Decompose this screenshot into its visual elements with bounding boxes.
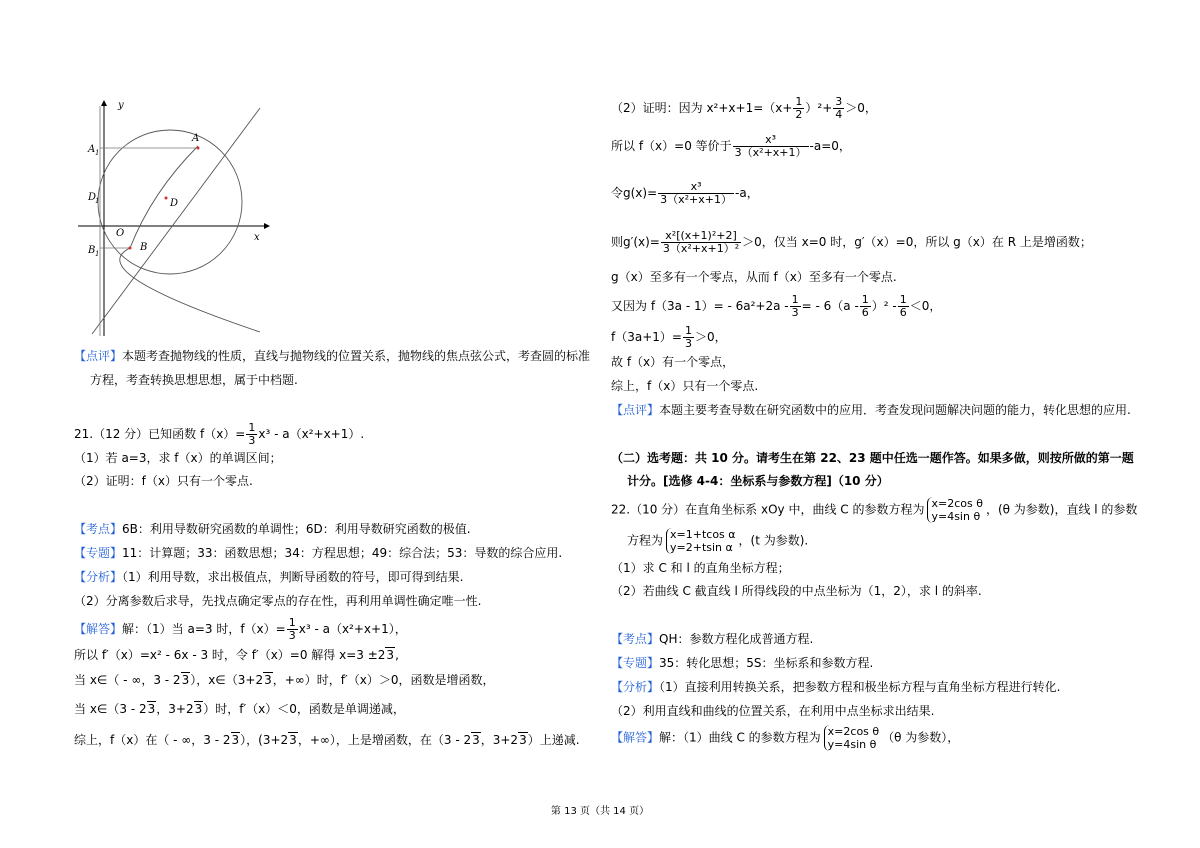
fraction: $\frac{1}{3}$ bbox=[248, 421, 256, 447]
section-heading-2: 计分。[选修 4-4：坐标系与参数方程]（10 分） bbox=[627, 474, 889, 488]
x-axis-label: x bbox=[254, 232, 260, 243]
y-axis-label: y bbox=[118, 100, 124, 111]
zhuanti-line-2: 【专题】35：转化思想；5S：坐标系和参数方程. bbox=[611, 656, 874, 670]
jieda-line: 【解答】解：（1）当 a=3 时，f（x）= $\frac{1}{3}$ x³ - a（x²+x+1）， bbox=[74, 616, 407, 642]
q21-part1: （1）若 a=3，求 f（x）的单调区间； bbox=[74, 451, 282, 465]
point-b-label: B bbox=[140, 242, 148, 253]
comment-line-1: 【点评】本题考查抛物线的性质，直线与抛物线的位置关系，抛物线的焦点弦公式，考查圆的标准 bbox=[74, 349, 591, 363]
q21-part2: （2）证明：f（x）只有一个零点. bbox=[74, 474, 253, 488]
proof-line-6: 又因为 f（3a - 1）= - 6a²+2a - $\frac{1}{3}$ = - 6（a - $\frac{1}{6}$ ）² - $\frac{1}{6}$ ＜0， bbox=[611, 293, 942, 319]
q21-title: 21.（12 分）已知函数 f（x）= $\frac{1}{3}$ x³ - a（x²+x+1）. bbox=[74, 421, 365, 447]
comment-line-2: 方程，考查转换思想思想，属于中档题. bbox=[90, 373, 298, 387]
q22-part2: （2）若曲线 C 截直线 l 所得线段的中点坐标为（1，2），求 l 的斜率. bbox=[611, 584, 982, 598]
point-b1-sub: 1 bbox=[95, 250, 100, 258]
zhuanti-line: 【专题】11：计算题；33：函数思想；34：方程思想；49：综合法；53：导数的综合应用. bbox=[74, 546, 563, 560]
fenxi-line-r: 【分析】（1）直接利用转换关系，把参数方程和极坐标方程与直角坐标方程进行转化. bbox=[611, 680, 1061, 694]
equation-brace: x=2cos θ y=4sin θ bbox=[927, 497, 982, 523]
kaodian-line: 【考点】6B：利用导数研究函数的单调性；6D：利用导数研究函数的极值. bbox=[74, 522, 471, 536]
point-a1-label: A bbox=[88, 144, 96, 155]
proof-line-7: f（3a+1）= $\frac{1}{3}$ ＞0， bbox=[611, 324, 727, 350]
proof-line-8: 故 f（x）有一个零点， bbox=[611, 355, 735, 369]
q22-line-2: 方程为 x=1+tcos α y=2+tsin α ，(t 为参数). bbox=[627, 528, 809, 554]
section-heading-1: （二）选考题：共 10 分。请考生在第 22、23 题中任选一题作答。如果多做，则按所做的第一题 bbox=[611, 451, 1134, 465]
q22-part1: （1）求 C 和 l 的直角坐标方程； bbox=[611, 561, 790, 575]
fraction: $\frac{1}{3}$ bbox=[288, 616, 296, 642]
point-b1-label: B bbox=[88, 245, 96, 256]
proof-line-3: 令g(x)= $\frac{\text{x³}}{\text{3（x²+x+1）}}$ -a， bbox=[611, 180, 759, 206]
fenxi-line-r2: （2）利用直线和曲线的位置关系，在利用中点坐标求出结果. bbox=[611, 704, 935, 718]
solution-line-d: 综上，f（x）在（ - ∞，3 - 23），(3+23，+∞），上是增函数，在（3 - 23，3+23）上递减. bbox=[74, 733, 580, 747]
point-a-label: A bbox=[192, 133, 200, 144]
point-a1-sub: 1 bbox=[95, 149, 100, 157]
point-d-label: D bbox=[170, 198, 179, 209]
jieda-line-r: 【解答】解：（1）曲线 C 的参数方程为 x=2cos θ y=4sin θ （θ 为参数）， bbox=[611, 725, 960, 751]
fenxi-line-2: （2）分离参数后求导，先找点确定零点的存在性，再利用单调性确定唯一性. bbox=[74, 594, 482, 608]
page-footer: 第 13 页（共 14 页） bbox=[550, 806, 650, 817]
dianping-line: 【点评】本题主要考查导数在研究函数中的应用．考查发现问题解决问题的能力，转化思想的应用. bbox=[611, 403, 1131, 417]
point-d1-label: D bbox=[88, 192, 97, 203]
proof-line-9: 综上，f（x）只有一个零点. bbox=[611, 379, 759, 393]
equation-brace: x=1+tcos α y=2+tsin α bbox=[666, 528, 736, 554]
fenxi-line: 【分析】（1）利用导数，求出极值点，判断导函数的符号，即可得到结果. bbox=[74, 570, 464, 584]
proof-line-2: 所以 f（x）=0 等价于 $\frac{\text{x³}}{\text{3（x²+x+1）}}$ -a=0， bbox=[611, 133, 851, 159]
geometry-figure bbox=[74, 96, 274, 341]
point-d1-sub: 1 bbox=[95, 197, 100, 205]
proof-line-5: g（x）至多有一个零点，从而 f（x）至多有一个零点. bbox=[611, 270, 897, 284]
solution-line-a: 所以 f′（x）=x² - 6x - 3 时，令 f′（x）=0 解得 x=3 ±23, bbox=[74, 648, 399, 662]
kaodian-line-2: 【考点】QH：参数方程化成普通方程. bbox=[611, 632, 814, 646]
solution-line-b: 当 x∈（ - ∞，3 - 23），x∈（3+23，+∞）时，f′（x）＞0，函数是增函数， bbox=[74, 673, 495, 687]
equation-brace: x=2cos θ y=4sin θ bbox=[824, 725, 879, 751]
q22-title: 22.（10 分）在直角坐标系 xOy 中，曲线 C 的参数方程为 x=2cos θ y=4sin θ ，(θ 为参数)，直线 l 的参数 bbox=[611, 497, 1138, 523]
origin-label: O bbox=[116, 228, 125, 239]
solution-line-c: 当 x∈（3 - 23，3+23）时，f′（x）＜0，函数是单调递减， bbox=[74, 702, 405, 716]
proof-line-4: 则g′(x)= $\frac{\text{x²[(x+1)²+2]}}{\text{3（x²+x+1）²}}$ ＞0，仅当 x=0 时，g′（x）=0，所以 g（x）在 R 上是增函数； bbox=[611, 229, 1092, 255]
proof-line-1: （2）证明：因为 x²+x+1=（x+ $\frac{1}{2}$ ）²+ $\frac{3}{4}$ ＞0， bbox=[611, 95, 877, 121]
